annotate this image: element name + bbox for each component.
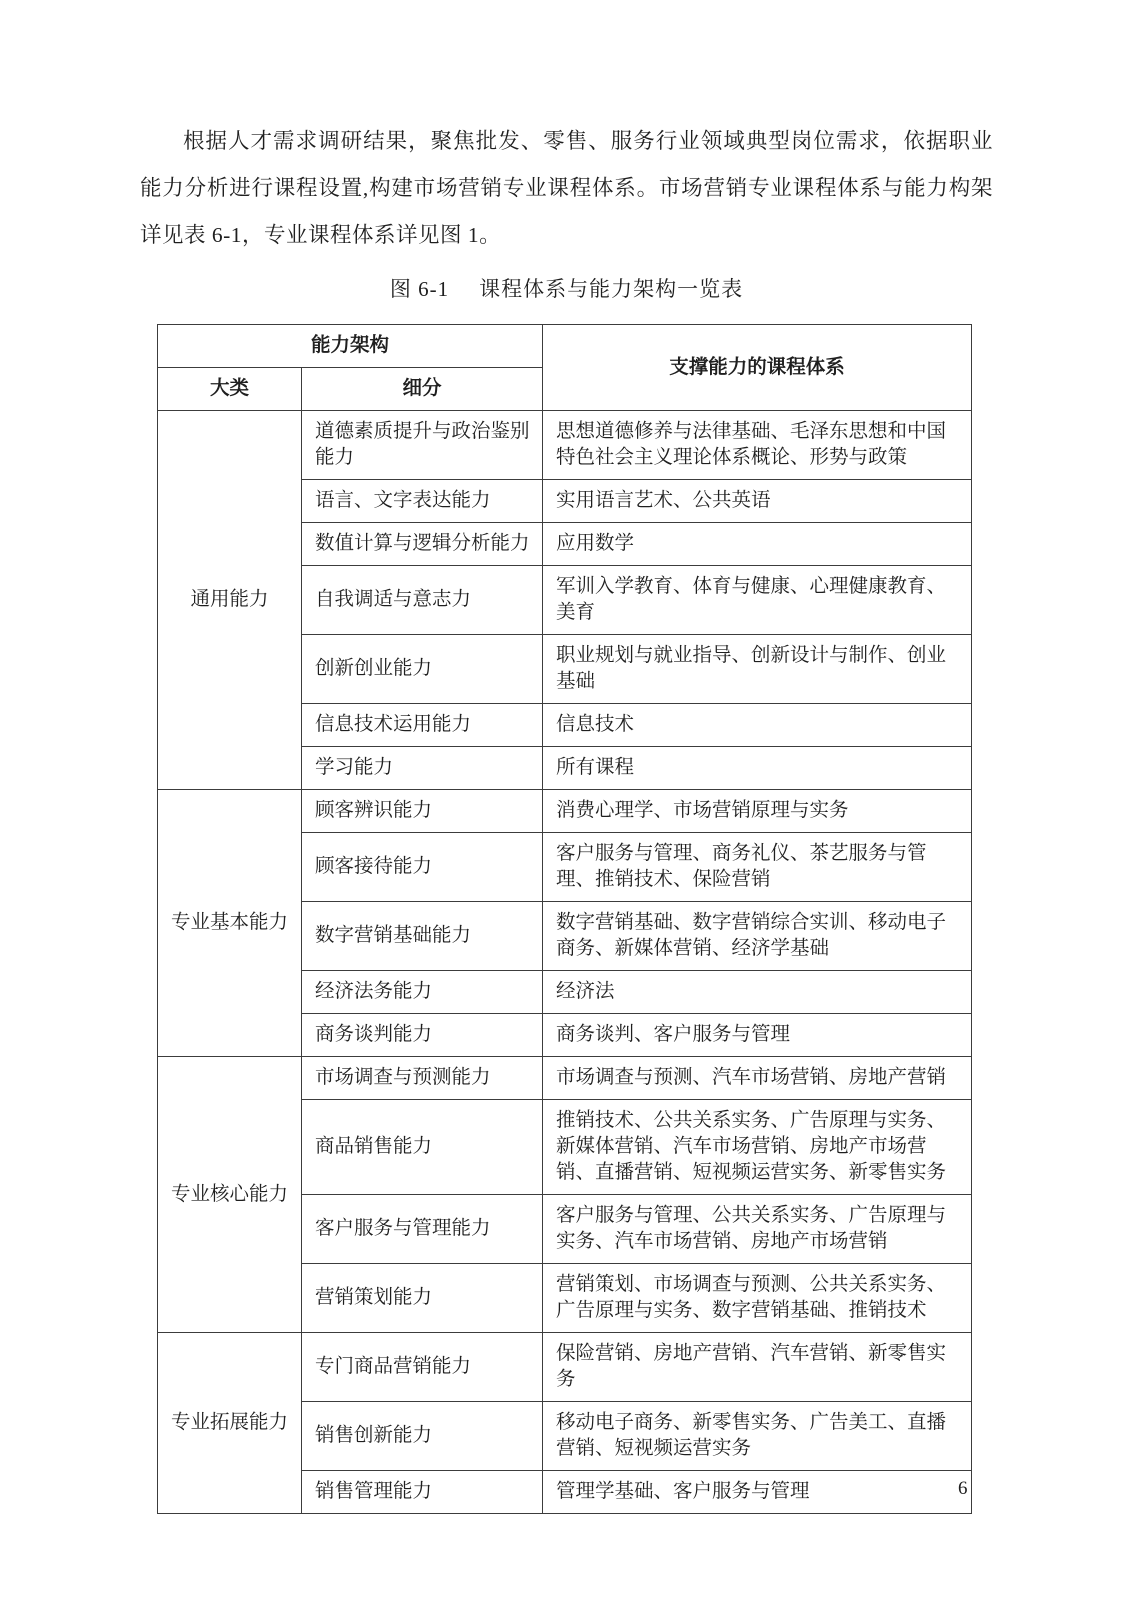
subdivision-cell: 道德素质提升与政治鉴别能力 <box>302 411 543 480</box>
page-content <box>140 118 993 1514</box>
subdivision-cell: 顾客辨识能力 <box>302 790 543 833</box>
table-row <box>158 1057 972 1100</box>
subdivision-cell: 商品销售能力 <box>302 1100 543 1195</box>
header-capability-group: 能力架构 <box>158 325 543 368</box>
courses-cell: 营销策划、市场调查与预测、公共关系实务、广告原理与实务、数字营销基础、推销技术 <box>543 1264 972 1333</box>
courses-cell: 市场调查与预测、汽车市场营销、房地产营销 <box>543 1057 972 1100</box>
table-row <box>158 411 972 480</box>
courses-cell: 思想道德修养与法律基础、毛泽东思想和中国特色社会主义理论体系概论、形势与政策 <box>543 411 972 480</box>
figure-title-text: 课程体系与能力架构一览表 <box>479 277 744 301</box>
header-subdivision: 细分 <box>302 368 543 411</box>
courses-cell: 实用语言艺术、公共英语 <box>543 480 972 523</box>
capability-course-table <box>157 324 972 1514</box>
subdivision-cell: 自我调适与意志力 <box>302 566 543 635</box>
subdivision-cell: 客户服务与管理能力 <box>302 1195 543 1264</box>
category-cell: 专业拓展能力 <box>158 1333 302 1514</box>
subdivision-cell: 信息技术运用能力 <box>302 704 543 747</box>
header-category: 大类 <box>158 368 302 411</box>
subdivision-cell: 顾客接待能力 <box>302 833 543 902</box>
courses-cell: 保险营销、房地产营销、汽车营销、新零售实务 <box>543 1333 972 1402</box>
courses-cell: 信息技术 <box>543 704 972 747</box>
subdivision-cell: 数值计算与逻辑分析能力 <box>302 523 543 566</box>
table-header-row-1 <box>158 325 972 368</box>
page-number: 6 <box>958 1478 968 1499</box>
courses-cell: 商务谈判、客户服务与管理 <box>543 1014 972 1057</box>
subdivision-cell: 销售创新能力 <box>302 1402 543 1471</box>
courses-cell: 应用数学 <box>543 523 972 566</box>
subdivision-cell: 数字营销基础能力 <box>302 902 543 971</box>
figure-label: 图 6-1 <box>389 277 450 301</box>
subdivision-cell: 创新创业能力 <box>302 635 543 704</box>
figure-title <box>140 273 993 303</box>
header-courses: 支撑能力的课程体系 <box>543 325 972 411</box>
subdivision-cell: 经济法务能力 <box>302 971 543 1014</box>
subdivision-cell: 商务谈判能力 <box>302 1014 543 1057</box>
subdivision-cell: 营销策划能力 <box>302 1264 543 1333</box>
subdivision-cell: 销售管理能力 <box>302 1471 543 1514</box>
courses-cell: 推销技术、公共关系实务、广告原理与实务、新媒体营销、汽车市场营销、房地产市场营销、直播营销、短视频运营实务、新零售实务 <box>543 1100 972 1195</box>
courses-cell: 客户服务与管理、商务礼仪、茶艺服务与管理、推销技术、保险营销 <box>543 833 972 902</box>
subdivision-cell: 语言、文字表达能力 <box>302 480 543 523</box>
courses-cell: 军训入学教育、体育与健康、心理健康教育、美育 <box>543 566 972 635</box>
subdivision-cell: 学习能力 <box>302 747 543 790</box>
courses-cell: 所有课程 <box>543 747 972 790</box>
courses-cell: 职业规划与就业指导、创新设计与制作、创业基础 <box>543 635 972 704</box>
table-row <box>158 1333 972 1402</box>
courses-cell: 管理学基础、客户服务与管理 <box>543 1471 972 1514</box>
table-row <box>158 790 972 833</box>
category-cell: 专业核心能力 <box>158 1057 302 1333</box>
courses-cell: 数字营销基础、数字营销综合实训、移动电子商务、新媒体营销、经济学基础 <box>543 902 972 971</box>
courses-cell: 经济法 <box>543 971 972 1014</box>
category-cell: 通用能力 <box>158 411 302 790</box>
subdivision-cell: 市场调查与预测能力 <box>302 1057 543 1100</box>
category-cell: 专业基本能力 <box>158 790 302 1057</box>
subdivision-cell: 专门商品营销能力 <box>302 1333 543 1402</box>
intro-paragraph: 根据人才需求调研结果，聚焦批发、零售、服务行业领域典型岗位需求，依据职业能力分析进行课程设置,构建市场营销专业课程体系。市场营销专业课程体系与能力构架详见表 6-1，专业课程体系详见图 1。 <box>140 129 993 247</box>
courses-cell: 消费心理学、市场营销原理与实务 <box>543 790 972 833</box>
courses-cell: 移动电子商务、新零售实务、广告美工、直播营销、短视频运营实务 <box>543 1402 972 1471</box>
courses-cell: 客户服务与管理、公共关系实务、广告原理与实务、汽车市场营销、房地产市场营销 <box>543 1195 972 1264</box>
